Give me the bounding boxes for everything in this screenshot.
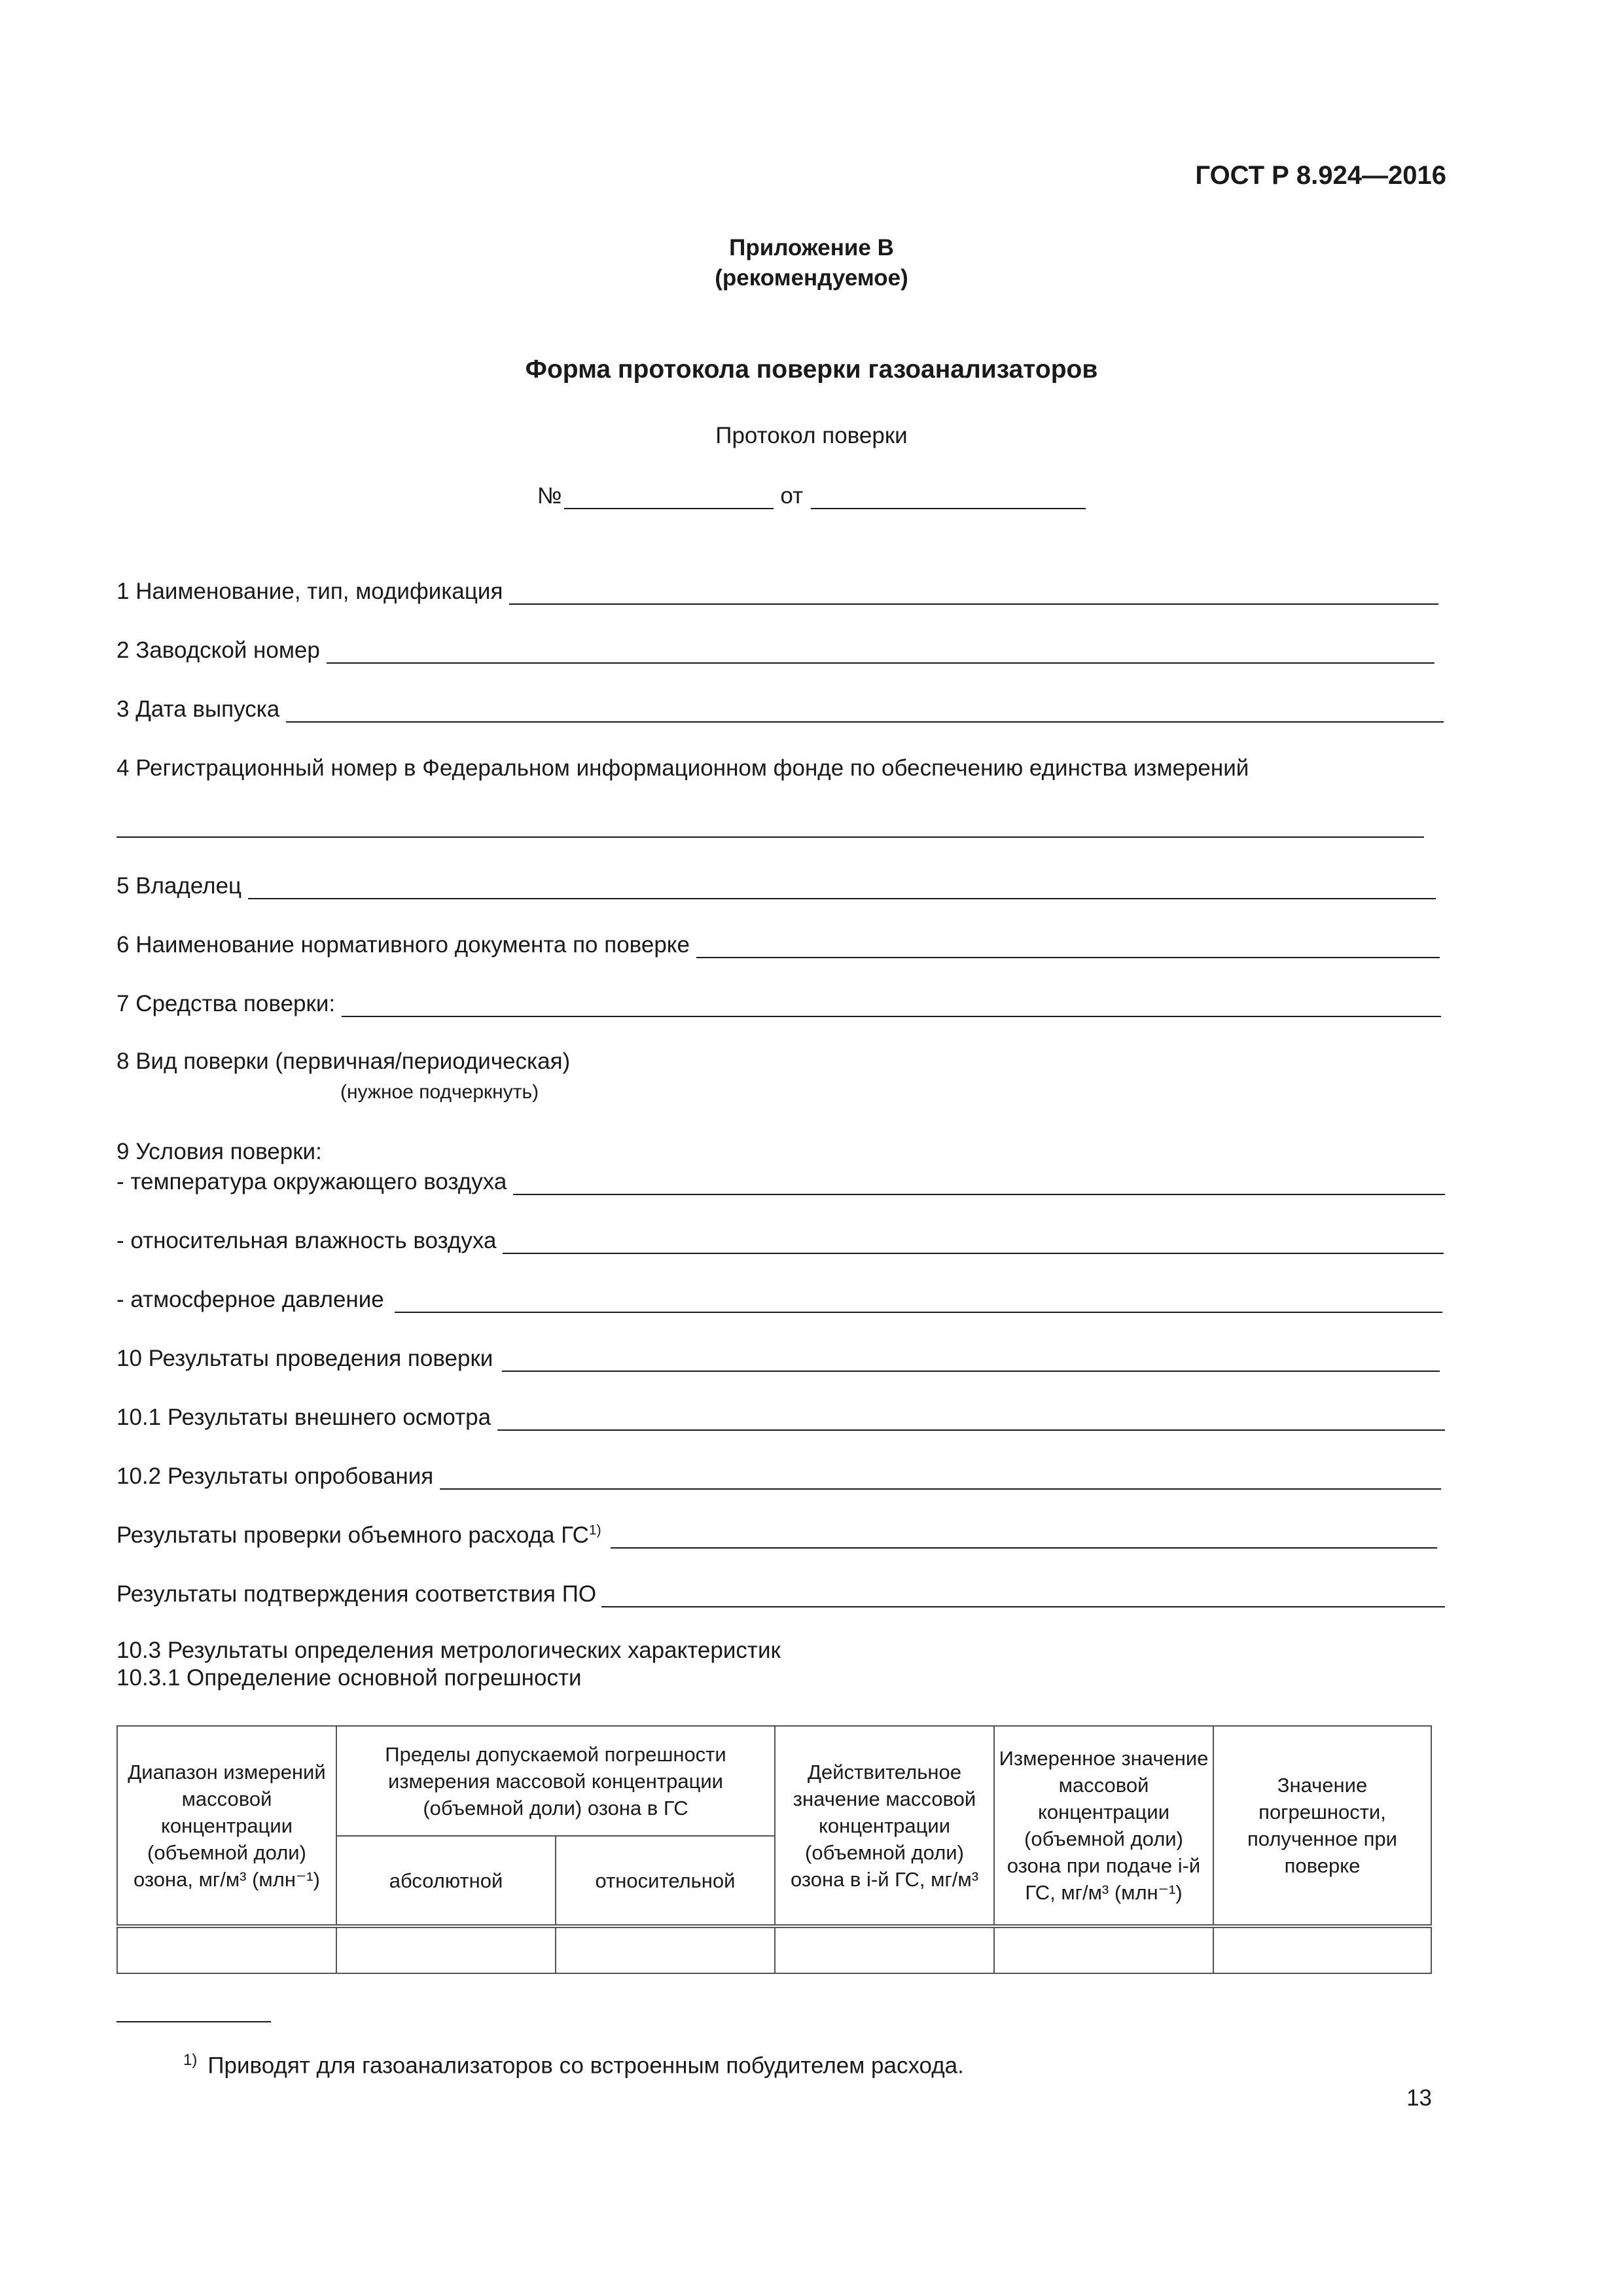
field-verification-results [116,1346,1440,1372]
col-relative: относительной [556,1836,775,1926]
field-gas-flow-check [116,1522,1437,1549]
field-label: 2 Заводской номер [116,637,320,663]
blank-line[interactable] [395,1289,1442,1313]
field-relative-humidity [116,1228,1444,1254]
field-ambient-temperature [116,1169,1445,1195]
appendix-name: Приложение В [729,235,894,260]
col-actual-value: Действительное значение массовой концентрации (объемной доли) озона в i-й ГС, мг/м³ [775,1726,994,1926]
footnote-mark: 1) [183,2051,198,2069]
field-normative-document [116,932,1440,958]
col-measured-value: Измеренное значение массовой концентрации (объемной доли) озона при подаче i-й ГС, мг/м³ (млн⁻¹) [994,1726,1213,1926]
standard-designation: ГОСТ Р 8.924—2016 [1195,161,1446,190]
blank-line[interactable] [503,1230,1444,1254]
field-label: 1 Наименование, тип, модификация [116,579,503,604]
table-cell[interactable] [556,1926,775,1973]
number-blank[interactable] [564,486,774,509]
table-cell[interactable] [336,1926,556,1973]
field-label: Результаты подтверждения соответствия ПО [116,1581,597,1607]
blank-line[interactable] [286,699,1444,723]
field-external-inspection [116,1405,1445,1431]
field-label: 10.2 Результаты опробования [116,1463,434,1489]
blank-line[interactable] [513,1172,1445,1195]
col-measurement-range: Диапазон измерений массовой концентрации (объемной доли) озона, мг/м³ (млн⁻¹) [117,1726,336,1926]
blank-line[interactable] [497,1407,1445,1431]
protocol-subtitle: Протокол поверки [715,423,908,448]
blank-line[interactable] [696,935,1440,958]
field-manufacture-date [116,696,1444,723]
appendix-heading [0,233,1623,293]
footnote-ref: 1) [588,1522,601,1538]
form-title: Форма протокола поверки газоанализаторов [525,355,1098,384]
table-row [117,1926,1431,1973]
protocol-number-line [0,483,1623,509]
field-label: 7 Средства поверки: [116,991,336,1016]
number-label: № [537,483,562,509]
field-label: 10.1 Результаты внешнего осмотра [116,1405,491,1430]
field-name-type [116,579,1438,605]
page-number: 13 [1406,2085,1432,2111]
blank-line[interactable] [248,876,1436,899]
table-cell[interactable] [775,1926,994,1973]
blank-line[interactable] [509,581,1438,605]
blank-line[interactable] [611,1525,1437,1549]
footnote [183,2051,964,2079]
field-atmospheric-pressure [116,1287,1442,1313]
blank-line[interactable] [502,1348,1440,1372]
col-error-value: Значение погрешности, полученное при поверке [1213,1726,1431,1926]
table-header-row [117,1726,1431,1836]
blank-line[interactable] [327,640,1435,664]
blank-line[interactable] [440,1466,1441,1490]
table-cell[interactable] [1213,1926,1431,1973]
field-label: - относительная влажность воздуха [116,1228,497,1253]
field-verification-type: 8 Вид поверки (первичная/периодическая) [116,1049,571,1074]
table-cell[interactable] [994,1926,1213,1973]
conditions-heading: 9 Условия поверки: [116,1139,322,1164]
field-software-conformity [116,1581,1445,1607]
field-label: 5 Владелец [116,873,242,899]
field-registration-number: 4 Регистрационный номер в Федеральном информационном фонде по обеспечению единства измерений [116,755,1249,781]
field-verification-means [116,991,1441,1017]
underline-hint: (нужное подчеркнуть) [340,1081,539,1103]
table-cell[interactable] [117,1926,336,1973]
metrology-heading: 10.3 Результаты определения метрологических характеристик [116,1638,781,1663]
field-owner [116,873,1436,899]
field-testing-results [116,1463,1441,1490]
appendix-status: (рекомендуемое) [715,265,908,291]
date-label: от [780,483,804,509]
blank-line[interactable] [601,1584,1445,1607]
blank-line[interactable] [116,836,1424,838]
field-serial-number [116,637,1435,664]
footnote-rule [116,2021,271,2022]
field-label: 3 Дата выпуска [116,696,280,722]
field-label: Результаты проверки объемного расхода ГС$^{1)}$ [116,1522,601,1548]
field-label: 6 Наименование нормативного документа по поверке [116,932,690,958]
field-label: 10 Результаты проведения поверки [116,1346,493,1371]
footnote-text: Приводят для газоанализаторов со встроенным побудителем расхода. [207,2053,964,2079]
blank-line[interactable] [342,994,1441,1017]
results-table [116,1725,1432,1974]
field-label: - температура окружающего воздуха [116,1169,507,1194]
basic-error-heading: 10.3.1 Определение основной погрешности [116,1665,582,1691]
col-absolute: абсолютной [336,1836,556,1926]
date-blank[interactable] [811,486,1086,509]
field-label: - атмосферное давление [116,1287,384,1312]
col-error-limits: Пределы допускаемой погрешности измерения массовой концентрации (объемной доли) озона в ГС [336,1726,775,1836]
